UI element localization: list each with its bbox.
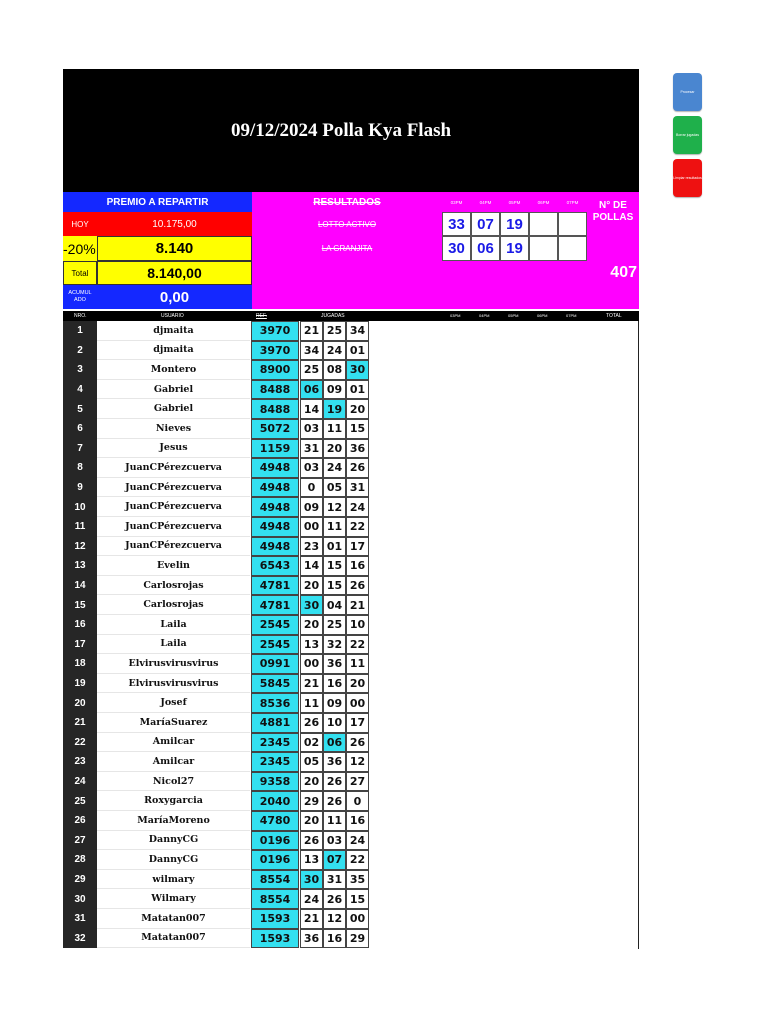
result-cell[interactable]: 33 [442, 212, 471, 236]
row-jugada: 00 [346, 693, 369, 713]
row-number: 1 [63, 321, 97, 341]
row-number: 10 [63, 497, 97, 517]
row-number: 24 [63, 772, 97, 792]
row-ref: 6543 [251, 556, 299, 576]
row-ref: 4780 [251, 811, 299, 831]
col-time: 05PM [508, 313, 519, 318]
row-jugada: 02 [300, 733, 323, 753]
row-jugada: 15 [346, 889, 369, 909]
row-number: 18 [63, 654, 97, 674]
row-jugada: 26 [346, 733, 369, 753]
row-jugada: 17 [346, 537, 369, 557]
row-user: Jesus [97, 439, 250, 459]
row-ref: 3970 [251, 321, 299, 341]
row-jugada: 13 [300, 635, 323, 655]
col-total: TOTAL [606, 313, 622, 319]
row-jugada: 31 [300, 439, 323, 459]
row-jugada: 12 [323, 909, 346, 929]
row-jugada: 27 [346, 772, 369, 792]
row-number: 19 [63, 674, 97, 694]
row-user: Laila [97, 635, 250, 655]
row-user: Gabriel [97, 380, 250, 400]
row-jugada: 03 [323, 831, 346, 851]
row-user: DannyCG [97, 831, 250, 851]
time-label: 05PM [500, 192, 529, 212]
row-jugada: 05 [323, 478, 346, 498]
result-cell[interactable] [558, 236, 587, 261]
row-ref: 2545 [251, 635, 299, 655]
row-number: 21 [63, 713, 97, 733]
row-jugada: 29 [346, 929, 369, 949]
row-jugada: 04 [323, 595, 346, 615]
row-jugada: 32 [323, 635, 346, 655]
row-user: Elvirusvirusvirus [97, 654, 250, 674]
row-jugada: 24 [300, 889, 323, 909]
row-user: Nieves [97, 419, 250, 439]
row-jugada: 12 [346, 752, 369, 772]
row-jugada: 26 [346, 458, 369, 478]
row-jugada: 00 [346, 909, 369, 929]
row-ref: 4948 [251, 517, 299, 537]
row-jugada: 36 [346, 439, 369, 459]
row-user: Amilcar [97, 733, 250, 753]
result-cell[interactable]: 30 [442, 236, 471, 261]
row-jugada: 16 [346, 811, 369, 831]
result-cell[interactable] [529, 236, 558, 261]
row-jugada: 00 [300, 517, 323, 537]
row-number: 7 [63, 439, 97, 459]
row-jugada: 09 [300, 497, 323, 517]
row-jugada: 06 [300, 380, 323, 400]
row-jugada: 22 [346, 850, 369, 870]
row-jugada: 20 [346, 399, 369, 419]
row-number: 15 [63, 595, 97, 615]
row-user: Elvirusvirusvirus [97, 674, 250, 694]
row-jugada: 21 [300, 674, 323, 694]
row-jugada: 01 [346, 341, 369, 361]
row-jugada: 17 [346, 713, 369, 733]
row-jugada: 10 [323, 713, 346, 733]
time-label: 06PM [529, 192, 558, 212]
row-number: 13 [63, 556, 97, 576]
row-jugada: 11 [323, 811, 346, 831]
row-jugada: 25 [323, 321, 346, 341]
n-pollas-value: 407 [583, 261, 637, 285]
row-jugada: 10 [346, 615, 369, 635]
row-ref: 2345 [251, 752, 299, 772]
row-number: 32 [63, 929, 97, 949]
row-user: MaríaSuarez [97, 713, 250, 733]
row-jugada: 0 [346, 791, 369, 811]
row-jugada: 20 [300, 811, 323, 831]
percent-value: 8.140 [97, 236, 252, 261]
col-time: 03PM [450, 313, 461, 318]
row-jugada: 30 [346, 360, 369, 380]
row-ref: 5072 [251, 419, 299, 439]
row-jugada: 31 [323, 870, 346, 890]
row-number: 16 [63, 615, 97, 635]
row-user: djmaita [97, 321, 250, 341]
row-number: 25 [63, 791, 97, 811]
row-jugada: 25 [323, 615, 346, 635]
row-jugada: 30 [300, 595, 323, 615]
row-ref: 4948 [251, 537, 299, 557]
row-ref: 0991 [251, 654, 299, 674]
row-jugada: 26 [300, 713, 323, 733]
row-user: Nicol27 [97, 772, 250, 792]
row-jugada: 20 [300, 576, 323, 596]
row-jugada: 34 [346, 321, 369, 341]
result-cell[interactable] [558, 212, 587, 236]
row-jugada: 08 [323, 360, 346, 380]
row-user: Matatan007 [97, 929, 250, 949]
hoy-label: HOY [63, 212, 97, 236]
row-ref: 4948 [251, 478, 299, 498]
row-number: 5 [63, 399, 97, 419]
row-user: Roxygarcia [97, 791, 250, 811]
row-jugada: 26 [346, 576, 369, 596]
row-ref: 2345 [251, 733, 299, 753]
lotto-activo-label: LOTTO ACTIVO [252, 212, 442, 236]
row-number: 27 [63, 831, 97, 851]
row-jugada: 26 [323, 889, 346, 909]
row-ref: 0196 [251, 831, 299, 851]
result-cell[interactable]: 19 [500, 236, 529, 261]
row-number: 12 [63, 537, 97, 557]
row-ref: 8900 [251, 360, 299, 380]
row-number: 14 [63, 576, 97, 596]
row-jugada: 22 [346, 635, 369, 655]
row-jugada: 11 [323, 517, 346, 537]
time-label: 07PM [558, 192, 587, 212]
time-label: 03PM [442, 192, 471, 212]
col-usuario: USUARIO [161, 313, 184, 319]
row-jugada: 20 [323, 439, 346, 459]
row-ref: 8488 [251, 399, 299, 419]
results-label: RESULTADOS [252, 192, 442, 212]
row-user: Wilmary [97, 889, 250, 909]
row-jugada: 26 [323, 791, 346, 811]
row-jugada: 29 [300, 791, 323, 811]
row-user: Josef [97, 693, 250, 713]
row-user: Evelin [97, 556, 250, 576]
row-user: Matatan007 [97, 909, 250, 929]
row-jugada: 09 [323, 380, 346, 400]
row-ref: 4948 [251, 497, 299, 517]
row-user: JuanCPérezcuerva [97, 458, 250, 478]
row-user: JuanCPérezcuerva [97, 517, 250, 537]
limpiar-resultados-button[interactable]: Limpiar resultados [673, 159, 702, 197]
row-ref: 2545 [251, 615, 299, 635]
row-user: djmaita [97, 341, 250, 361]
row-jugada: 21 [300, 321, 323, 341]
row-jugada: 24 [346, 497, 369, 517]
row-number: 29 [63, 870, 97, 890]
result-cell[interactable] [529, 212, 558, 236]
row-jugada: 11 [300, 693, 323, 713]
row-jugada: 05 [300, 752, 323, 772]
row-jugada: 20 [346, 674, 369, 694]
row-jugada: 21 [300, 909, 323, 929]
row-jugada: 14 [300, 556, 323, 576]
result-cell[interactable]: 06 [471, 236, 500, 261]
table-right-border [638, 321, 639, 949]
row-user: Gabriel [97, 399, 250, 419]
col-time: 06PM [537, 313, 548, 318]
row-jugada: 00 [300, 654, 323, 674]
row-jugada: 31 [346, 478, 369, 498]
row-jugada: 16 [323, 929, 346, 949]
page-title: 09/12/2024 Polla Kya Flash [230, 119, 452, 141]
row-user: Montero [97, 360, 250, 380]
result-cell[interactable]: 07 [471, 212, 500, 236]
row-number: 2 [63, 341, 97, 361]
row-ref: 8536 [251, 693, 299, 713]
col-time: 04PM [479, 313, 490, 318]
row-number: 11 [63, 517, 97, 537]
row-number: 31 [63, 909, 97, 929]
row-ref: 9358 [251, 772, 299, 792]
row-jugada: 11 [346, 654, 369, 674]
row-jugada: 01 [323, 537, 346, 557]
row-number: 28 [63, 850, 97, 870]
row-jugada: 16 [323, 674, 346, 694]
row-number: 22 [63, 733, 97, 753]
row-ref: 1593 [251, 909, 299, 929]
row-jugada: 30 [300, 870, 323, 890]
row-jugada: 25 [300, 360, 323, 380]
row-jugada: 14 [300, 399, 323, 419]
row-ref: 8488 [251, 380, 299, 400]
row-jugada: 26 [300, 831, 323, 851]
col-time: 07PM [566, 313, 577, 318]
row-ref: 3970 [251, 341, 299, 361]
row-jugada: 03 [300, 419, 323, 439]
row-jugada: 26 [323, 772, 346, 792]
row-ref: 8554 [251, 870, 299, 890]
row-ref: 4881 [251, 713, 299, 733]
row-jugada: 24 [346, 831, 369, 851]
row-jugada: 0 [300, 478, 323, 498]
row-jugada: 12 [323, 497, 346, 517]
row-jugada: 36 [323, 654, 346, 674]
row-user: JuanCPérezcuerva [97, 497, 250, 517]
row-number: 23 [63, 752, 97, 772]
row-ref: 8554 [251, 889, 299, 909]
time-label: 04PM [471, 192, 500, 212]
premio-label: PREMIO A REPARTIR [63, 192, 252, 212]
row-jugada: 06 [323, 733, 346, 753]
row-jugada: 24 [323, 341, 346, 361]
row-user: Amilcar [97, 752, 250, 772]
row-jugada: 35 [346, 870, 369, 890]
row-jugada: 07 [323, 850, 346, 870]
row-jugada: 36 [323, 752, 346, 772]
row-ref: 0196 [251, 850, 299, 870]
row-number: 6 [63, 419, 97, 439]
row-number: 30 [63, 889, 97, 909]
title-bar [63, 69, 639, 192]
row-number: 3 [63, 360, 97, 380]
row-jugada: 24 [323, 458, 346, 478]
row-jugada: 13 [300, 850, 323, 870]
col-nro: NRO. [74, 313, 87, 319]
row-jugada: 15 [346, 419, 369, 439]
row-ref: 1593 [251, 929, 299, 949]
row-jugada: 34 [300, 341, 323, 361]
percent-label: -20% [63, 236, 97, 261]
row-jugada: 16 [346, 556, 369, 576]
row-user: MaríaMoreno [97, 811, 250, 831]
row-jugada: 11 [323, 419, 346, 439]
row-user: Carlosrojas [97, 576, 250, 596]
row-jugada: 03 [300, 458, 323, 478]
row-ref: 4781 [251, 595, 299, 615]
column-header-row [63, 311, 639, 321]
row-user: Carlosrojas [97, 595, 250, 615]
row-user: JuanCPérezcuerva [97, 537, 250, 557]
total-value: 8.140,00 [97, 261, 252, 285]
row-jugada: 20 [300, 772, 323, 792]
row-jugada: 36 [300, 929, 323, 949]
procesar-button[interactable]: Procesar [673, 73, 702, 111]
acumulado-label: ACUMUL ADO [63, 285, 97, 309]
row-number: 4 [63, 380, 97, 400]
row-user: Laila [97, 615, 250, 635]
hoy-value: 10.175,00 [97, 212, 252, 236]
la-granjita-label: LA GRANJITA [252, 236, 442, 261]
borrar-jugadas-button[interactable]: Borrar jugadas [673, 116, 702, 154]
row-user: JuanCPérezcuerva [97, 478, 250, 498]
row-ref: 1159 [251, 439, 299, 459]
row-number: 17 [63, 635, 97, 655]
row-jugada: 09 [323, 693, 346, 713]
row-ref: 2040 [251, 791, 299, 811]
n-pollas-label: N° DE POLLAS [591, 197, 635, 227]
row-ref: 5845 [251, 674, 299, 694]
row-jugada: 15 [323, 556, 346, 576]
acumulado-value: 0,00 [97, 285, 252, 309]
row-jugada: 15 [323, 576, 346, 596]
col-jugadas: JUGADAS [321, 313, 345, 319]
result-cell[interactable]: 19 [500, 212, 529, 236]
row-jugada: 22 [346, 517, 369, 537]
row-jugada: 21 [346, 595, 369, 615]
row-number: 20 [63, 693, 97, 713]
row-jugada: 01 [346, 380, 369, 400]
row-jugada: 23 [300, 537, 323, 557]
row-jugada: 19 [323, 399, 346, 419]
row-ref: 4781 [251, 576, 299, 596]
row-number: 26 [63, 811, 97, 831]
row-number: 8 [63, 458, 97, 478]
row-jugada: 20 [300, 615, 323, 635]
row-user: DannyCG [97, 850, 250, 870]
col-ref: REF. [256, 313, 267, 319]
row-ref: 4948 [251, 458, 299, 478]
total-label: Total [63, 261, 97, 285]
row-user: wilmary [97, 870, 250, 890]
row-number: 9 [63, 478, 97, 498]
